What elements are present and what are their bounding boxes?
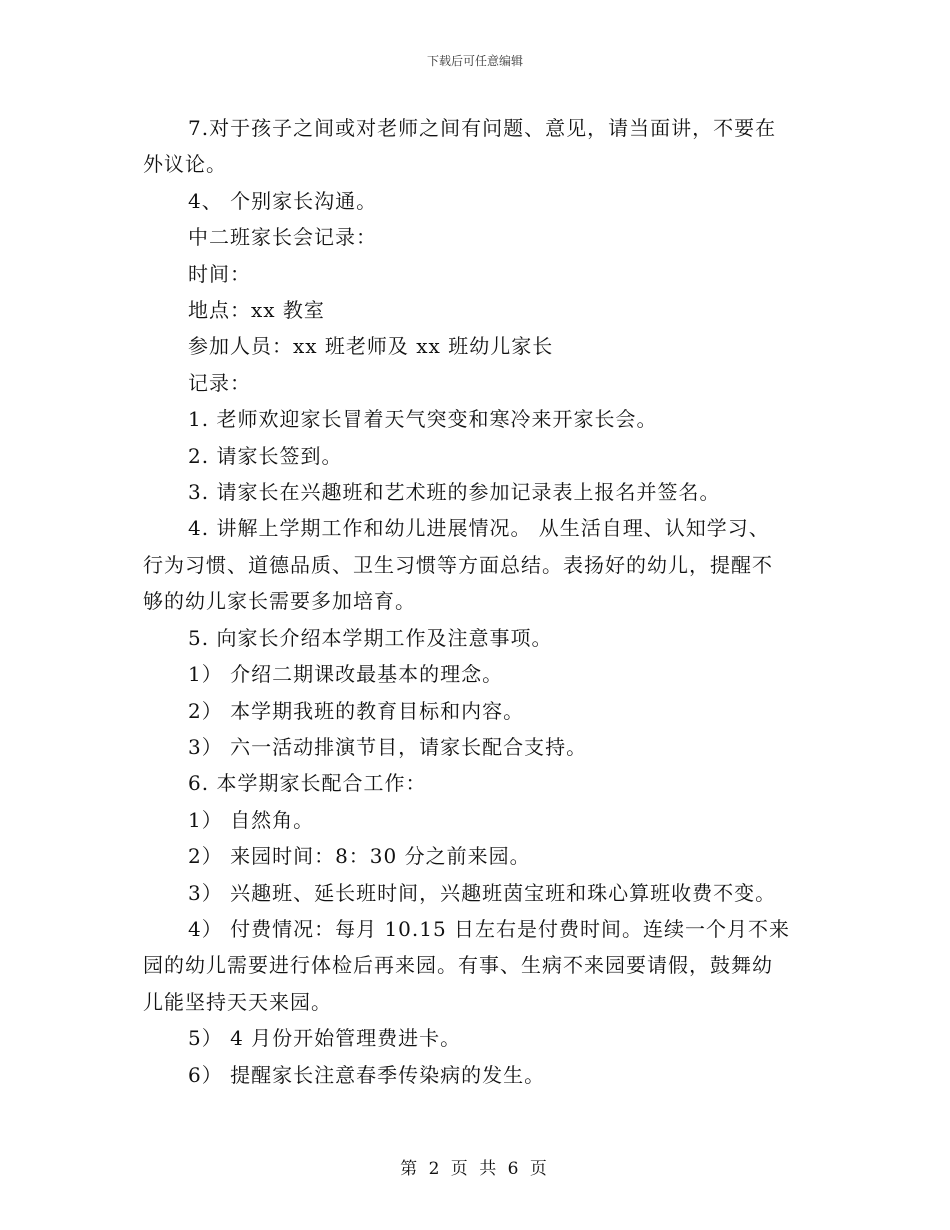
paragraph-line: 2） 来园时间：8：30 分之前来园。 [188, 844, 531, 869]
paragraph-line: 3） 六一活动排演节目，请家长配合支持。 [188, 734, 588, 759]
paragraph-line: 时间： [188, 261, 251, 286]
paragraph-line: 6. 本学期家长配合工作： [188, 771, 427, 796]
page-number: 第 2 页 共 6 页 [400, 1159, 550, 1179]
paragraph-line: 2） 本学期我班的教育目标和内容。 [188, 698, 525, 723]
paragraph-line: 4、 个别家长沟通。 [188, 188, 378, 213]
paragraph-line: 行为习惯、道德品质、卫生习惯等方面总结。表扬好的幼儿，提醒不 [143, 552, 773, 577]
paragraph-line: 7.对于孩子之间或对老师之间有问题、意见，请当面讲，不要在 [188, 116, 777, 140]
paragraph-line: 3. 请家长在兴趣班和艺术班的参加记录表上报名并签名。 [188, 480, 721, 505]
paragraph-line: 够的幼儿家长需要多加培育。 [143, 589, 416, 614]
paragraph-line: 5） 4 月份开始管理费进卡。 [188, 1026, 462, 1051]
paragraph-line: 4） 付费情况：每月 10.15 日左右是付费时间。连续一个月不来 [188, 916, 791, 941]
paragraph-line: 外议论。 [143, 152, 227, 177]
paragraph-line: 2. 请家长签到。 [188, 443, 343, 468]
paragraph-line: 1） 介绍二期课改最基本的理念。 [188, 662, 504, 687]
paragraph-line: 6） 提醒家长注意春季传染病的发生。 [188, 1062, 546, 1087]
paragraph-line: 中二班家长会记录： [188, 225, 377, 250]
paragraph-line: 园的幼儿需要进行体检后再来园。有事、生病不来园要请假，鼓舞幼 [143, 953, 773, 978]
page-header: 下载后可任意编辑 [426, 54, 523, 68]
paragraph-line: 参加人员：xx 班老师及 xx 班幼儿家长 [188, 334, 554, 359]
paragraph-line: 5. 向家长介绍本学期工作及注意事项。 [188, 625, 553, 650]
paragraph-line: 3） 兴趣班、延长班时间，兴趣班茵宝班和珠心算班收费不变。 [188, 880, 777, 905]
paragraph-line: 1. 老师欢迎家长冒着天气突变和寒冷来开家长会。 [188, 407, 658, 432]
paragraph-line: 4. 讲解上学期工作和幼儿进展情况。 从生活自理、认知学习、 [188, 516, 770, 541]
paragraph-line: 1） 自然角。 [188, 807, 315, 832]
paragraph-line: 地点：xx 教室 [188, 298, 325, 323]
document-body [143, 110, 803, 1093]
paragraph-line: 儿能坚持天天来园。 [143, 989, 332, 1014]
paragraph-line: 记录： [188, 370, 251, 395]
